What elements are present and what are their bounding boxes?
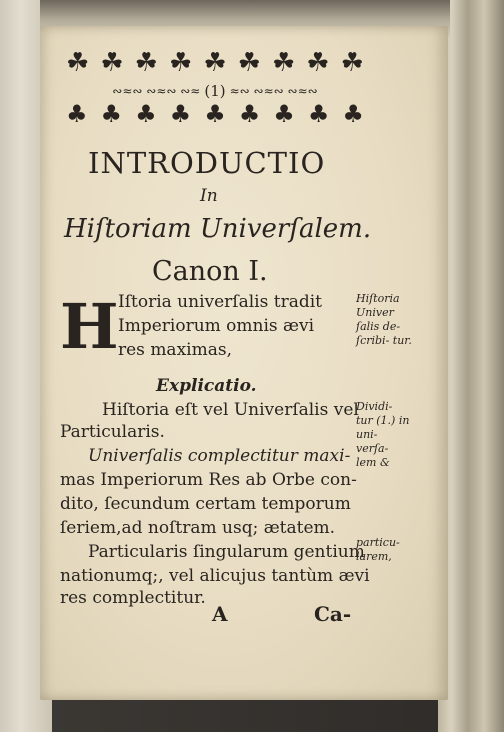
scroll-ornament-icon: ≈∾ ∾≈∾ ∾≈∾ [229,84,318,98]
page-title: INTRODUCTIO [88,146,326,180]
canon-line: Iſtoria univerſalis tradit [118,292,322,312]
fleuron-ornament-inverted-icon: ♣ [238,100,261,128]
fleuron-ornament-inverted-icon: ♣ [204,100,226,128]
canon-line: res maximas, [118,340,232,360]
page-subtitle: Hiſtoriam Univerſalem. [64,214,372,244]
page-number: (1) [204,82,226,100]
fleuron-ornament-icon: ☘ [66,48,90,78]
fleuron-ornament-inverted-icon: ♣ [100,100,123,128]
body-line: res complectitur. [60,588,206,608]
body-line: Particularis. [60,422,165,442]
catchword: Ca- [314,602,352,626]
fleuron-ornament-inverted-icon: ♣ [273,100,295,128]
fleuron-ornament-inverted-icon: ♣ [135,100,157,128]
book-page [40,26,448,700]
canon-heading: Canon I. [152,256,268,287]
fleuron-ornament-icon: ☘ [203,48,227,78]
body-line: mas Imperiorum Res ab Orbe con- [60,470,357,490]
fleuron-ornament-row-top [66,48,364,78]
fleuron-ornament-icon: ☘ [306,48,330,78]
scroll-ornament-icon: ∾≈∾ ∾≈∾ ∾≈ [112,84,201,98]
body-line: nationumq;, vel alicujus tantùm ævi [60,566,370,586]
marginal-note: particu- larem, [356,536,400,563]
scroll-ornament-row [68,82,362,100]
body-line: dito, ſecundum certam temporum [60,494,351,514]
explicatio-heading: Explicatio. [156,376,257,396]
fleuron-ornament-row-bottom [66,100,364,128]
canon-line: Imperiorum omnis ævi [118,316,315,336]
marginal-note: Dividi- tur (1.) in uni- verſa- lem & [356,400,410,469]
signature-mark: A [212,602,228,626]
body-line: Hiſtoria eſt vel Univerſalis vel [102,400,359,420]
body-line: Particularis ſingularum gentium [88,542,365,562]
title-preposition: In [200,186,218,206]
fleuron-ornament-icon: ☘ [168,48,193,78]
drop-cap: H [60,290,119,363]
body-line: Univerſalis complectitur maxi- [88,446,351,466]
fleuron-ornament-inverted-icon: ♣ [307,100,330,128]
body-line: ſeriem,ad noſtram usq; ætatem. [60,518,336,538]
fleuron-ornament-icon: ☘ [237,48,261,78]
fleuron-ornament-icon: ☘ [271,48,296,78]
fleuron-ornament-inverted-icon: ♣ [169,100,192,128]
marginal-note: Hiſtoria Univer ſalis de- ſcribi- tur. [356,292,412,347]
fleuron-ornament-icon: ☘ [134,48,158,78]
fleuron-ornament-icon: ☘ [100,48,124,78]
fleuron-ornament-inverted-icon: ♣ [342,100,364,128]
fleuron-ornament-inverted-icon: ♣ [66,100,88,128]
fleuron-ornament-icon: ☘ [340,48,364,78]
